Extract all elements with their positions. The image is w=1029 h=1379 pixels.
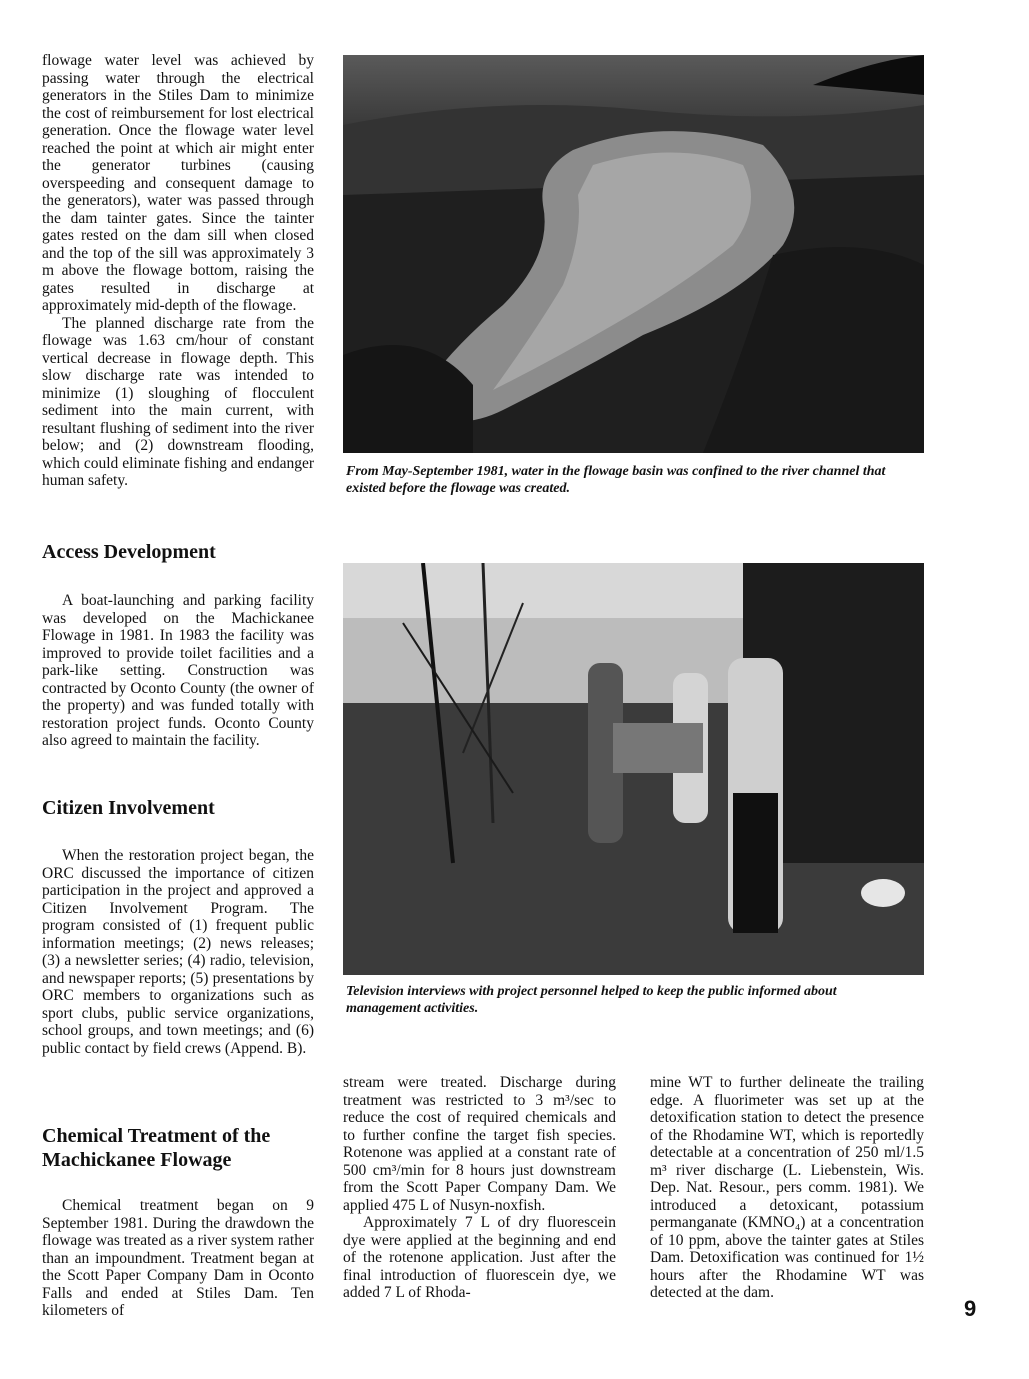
right-paragraph-1: mine WT to further delineate the trailing edge. A fluorimeter was set up at the detoxification station to detect the presence of the Rhodamine WT, which is reportedly detectable at a concentration of 250 ml/1.5 m³ river discharge (L. Liebenstein, Wis. Dep. Nat. Resour., pers comm. 1981). We introduced a detoxicant, potassium permanganate (KMNO₄) at a concentration of 10 ppm, above the tainter gates at Stiles Dam. Detoxification was continued for 1½ hours after the Rhodamine WT was detected at the dam. [650, 1074, 924, 1301]
intro-paragraph: flowage water level was achieved by passing water through the electrical generators in the Stiles Dam to minimize the cost of reimbursement for lost electrical generation. Once the flowage water level reached the point at which air might enter the generator turbines (causing overspeeding and consequent damage to the generators), water was passed through the dam tainter gates. Since the tainter gates rested on the dam sill when closed and the top of the sill was approximately 3 m above the flowage bottom, raising the gates resulted in discharge at approximately mid-depth of the flowage. [42, 52, 314, 314]
access-development-paragraph: A boat-launching and parking facility was developed on the Machickanee Flowage in 1981. In 1983 the facility was improved to provide toilet facilities and a park-like setting. Construction was contracted by Oconto County (the owner of the property) and was funded totally with restoration project funds. Oconto County also agreed to maintain the facility. [42, 592, 314, 749]
middle-paragraph-1: stream were treated. Discharge during treatment was restricted to 3 m³/sec to reduce the cost of required chemicals and to further confine the target fish species. Rotenone was applied at a constant rate of 500 cm³/min for 8 hours just downstream from the Scott Paper Company Dam. We applied 475 L of Nusyn-noxfish. [343, 1074, 616, 1214]
citizen-involvement-text-block [42, 847, 314, 1057]
chemical-treatment-text-block [42, 1197, 314, 1320]
aerial-photo-caption: From May-September 1981, water in the flowage basin was confined to the river channel that existed before the flowage was created. [346, 464, 886, 496]
middle-column [343, 1074, 616, 1302]
middle-paragraph-2: Approximately 7 L of dry fluorescein dye were applied at the beginning and end of the rotenone application. Just after the final introduction of fluorescein dye, we added 7 L of Rhoda- [343, 1214, 616, 1301]
left-column-intro [42, 52, 314, 490]
citizen-involvement-heading: Citizen Involvement [42, 797, 215, 819]
access-development-text-block [42, 592, 314, 750]
chemical-treatment-heading-line1: Chemical Treatment of the [42, 1125, 271, 1147]
television-interview-photo [343, 563, 924, 975]
interview-scene-illustration [343, 563, 924, 975]
chemical-treatment-heading [42, 1124, 270, 1172]
chemical-treatment-heading-line2: Machickanee Flowage [42, 1149, 232, 1171]
page-number: 9 [964, 1296, 977, 1321]
right-column [650, 1074, 924, 1302]
discharge-paragraph: The planned discharge rate from the flowage was 1.63 cm/hour of constant vertical decrease in flowage depth. This slow discharge rate was intended to minimize (1) sloughing of flocculent sediment into the main current, with resultant flushing of sediment into the river below; and (2) downstream flooding, which could eliminate fishing and endanger human safety. [42, 314, 314, 489]
access-development-heading: Access Development [42, 541, 216, 563]
interview-photo-caption: Television interviews with project personnel helped to keep the public informed about management activities. [346, 984, 837, 1016]
chemical-treatment-paragraph: Chemical treatment began on 9 September 1981. During the drawdown the flowage was treated as a river system rather than an impoundment. Treatment began at the Scott Paper Company Dam in Oconto Falls and ended at Stiles Dam. Ten kilometers of [42, 1197, 314, 1319]
aerial-flowage-photo [343, 55, 924, 453]
aerial-flowage-illustration [343, 55, 924, 453]
citizen-involvement-paragraph: When the restoration project began, the ORC discussed the importance of citizen participation in the project and approved a Citizen Involvement Program. The program consisted of (1) frequent public information meetings; (2) news releases; (3) a newsletter series; (4) radio, television, and newspaper reports; (5) presentations by ORC members to organizations such as sport clubs, public service organizations, school groups, and town meetings; and (6) public contact by field crews (Append. B). [42, 847, 314, 1057]
